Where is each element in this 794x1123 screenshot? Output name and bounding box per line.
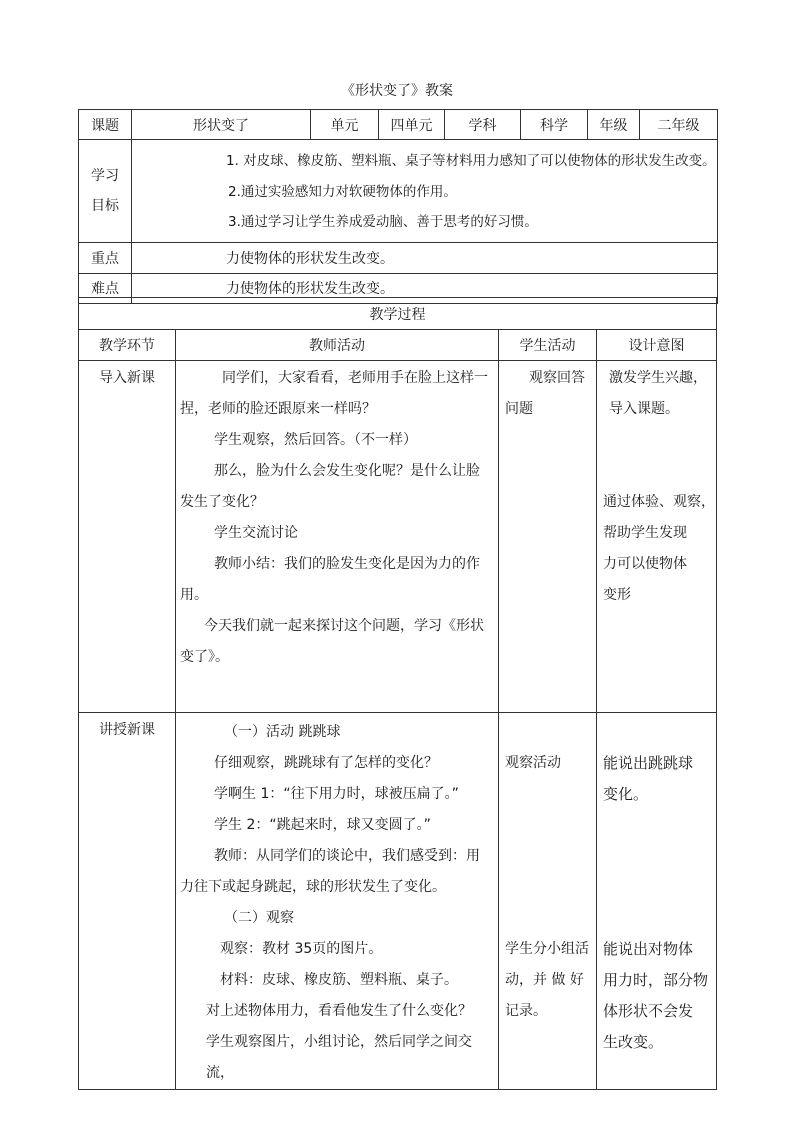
intro-row xyxy=(79,361,717,713)
new-student-line-b3: 记录。 xyxy=(505,1003,547,1019)
new-intent-line-b4: 生改变。 xyxy=(603,1033,664,1051)
col-header-intent: 设计意图 xyxy=(597,330,717,361)
intro-intent-line-4: 帮助学生发现 xyxy=(603,525,687,541)
new-lesson-student-activity xyxy=(499,713,597,1090)
new-line-5: 教师：从同学们的谈论中，我们感受到：用 xyxy=(214,848,480,864)
key-point-label: 重点 xyxy=(79,242,132,273)
grade-label: 年级 xyxy=(588,110,640,140)
new-lesson-design-intent xyxy=(597,713,717,1090)
intro-line-5: 发生了变化？ xyxy=(180,494,264,510)
subject-label: 学科 xyxy=(445,110,521,140)
intro-line-7: 教师小结：我们的脸发生变化是因为力的作 xyxy=(214,556,480,572)
intro-student-activity xyxy=(499,361,597,713)
new-line-6: 力往下或起身跳起，球的形状发生了变化。 xyxy=(180,879,446,895)
intro-line-9: 今天我们就一起来探讨这个问题，学习《形状 xyxy=(204,618,484,634)
goals-row xyxy=(79,140,718,243)
lesson-info-table xyxy=(78,109,718,304)
intro-line-1: 同学们，大家看看，老师用手在脸上这样一 xyxy=(222,370,488,386)
intro-line-10: 变了》。 xyxy=(180,649,229,665)
new-line-7: （二）观察 xyxy=(224,910,294,926)
col-header-stage: 教学环节 xyxy=(79,330,176,361)
new-intent-line-b2: 用力时，部分物 xyxy=(603,971,709,989)
goals-content xyxy=(132,140,718,243)
intro-student-line-2: 问题 xyxy=(505,401,533,417)
intro-intent-line-1: 激发学生兴趣， xyxy=(609,370,707,386)
intro-stage: 导入新课 xyxy=(79,361,176,713)
goals-label xyxy=(79,140,132,243)
difficult-point-label: 难点 xyxy=(79,273,132,303)
difficult-point-value: 力使物体的形状发生改变。 xyxy=(132,273,718,303)
goals-label-line-1: 学习 xyxy=(91,167,119,184)
goal-item-3: 3.通过学习让学生养成爱动脑、善于思考的好习惯。 xyxy=(228,214,538,230)
process-heading-row xyxy=(79,298,717,330)
intro-teacher-activity xyxy=(176,361,499,713)
new-lesson-teacher-activity xyxy=(176,713,499,1090)
new-student-line-b2: 动，并 做 好 xyxy=(505,972,584,988)
intro-line-6: 学生交流讨论 xyxy=(214,525,298,541)
topic-label: 课题 xyxy=(79,110,132,140)
intro-design-intent xyxy=(597,361,717,713)
process-header-row xyxy=(79,330,717,361)
intro-line-8: 用。 xyxy=(180,587,208,603)
topic-value: 形状变了 xyxy=(132,110,311,140)
goals-label-line-2: 目标 xyxy=(91,197,119,214)
new-student-line-a: 观察活动 xyxy=(505,755,561,771)
new-intent-line-a2: 变化。 xyxy=(603,785,649,803)
goal-item-2: 2.通过实验感知力对软硬物体的作用。 xyxy=(228,183,457,200)
unit-value: 四单元 xyxy=(379,110,445,140)
intro-student-line-1: 观察回答 xyxy=(529,370,585,386)
process-heading: 教学过程 xyxy=(79,298,717,330)
new-line-2: 仔细观察，跳跳球有了怎样的变化？ xyxy=(214,755,438,771)
new-line-10: 对上述物体用力，看看他发生了什么变化？ xyxy=(206,1003,472,1019)
intro-line-4: 那么，脸为什么会发生变化呢？是什么让脸 xyxy=(214,463,480,479)
teaching-process-table xyxy=(78,297,717,1090)
new-line-11: 学生观察图片，小组讨论，然后同学之间交流， xyxy=(206,1034,472,1081)
topic-row xyxy=(79,110,718,140)
intro-intent-line-5: 力可以使物体 xyxy=(603,556,687,572)
new-line-9: 材料：皮球、橡皮筋、塑料瓶、桌子。 xyxy=(220,972,458,988)
new-line-3: 学啊生 1：“往下用力时，球被压扁了。” xyxy=(214,786,459,802)
unit-label: 单元 xyxy=(311,110,379,140)
goal-item-1: 1. 对皮球、橡皮筋、塑料瓶、桌子等材料用力感知了可以使物体的形状发生改变。 xyxy=(226,153,716,169)
intro-line-3: 学生观察，然后回答。（不一样） xyxy=(214,432,417,448)
intro-line-2: 捏，老师的脸还跟原来一样吗？ xyxy=(180,401,376,417)
document-title: 《形状变了》教案 xyxy=(341,83,453,99)
new-lesson-stage: 讲授新课 xyxy=(79,713,176,1090)
col-header-teacher: 教师活动 xyxy=(176,330,499,361)
intro-intent-line-3: 通过体验、观察， xyxy=(603,494,715,510)
new-line-1: （一）活动 跳跳球 xyxy=(224,724,341,740)
new-intent-line-b3: 体形状不会发 xyxy=(603,1002,694,1020)
intro-intent-line-6: 变形 xyxy=(603,587,631,603)
new-lesson-row xyxy=(79,713,717,1090)
key-point-value: 力使物体的形状发生改变。 xyxy=(132,242,718,273)
grade-value: 二年级 xyxy=(640,110,718,140)
subject-value: 科学 xyxy=(521,110,588,140)
intro-intent-line-2: 导入课题。 xyxy=(609,401,679,417)
new-intent-line-a1: 能说出跳跳球 xyxy=(603,754,694,772)
key-point-row xyxy=(79,242,718,273)
col-header-student: 学生活动 xyxy=(499,330,597,361)
new-line-4: 学生 2：“跳起来时，球又变圆了。” xyxy=(214,817,431,833)
new-line-8: 观察：教材 35页的图片。 xyxy=(220,941,383,957)
new-student-line-b1: 学生分小组活 xyxy=(505,941,589,957)
new-intent-line-b1: 能说出对物体 xyxy=(603,940,694,958)
